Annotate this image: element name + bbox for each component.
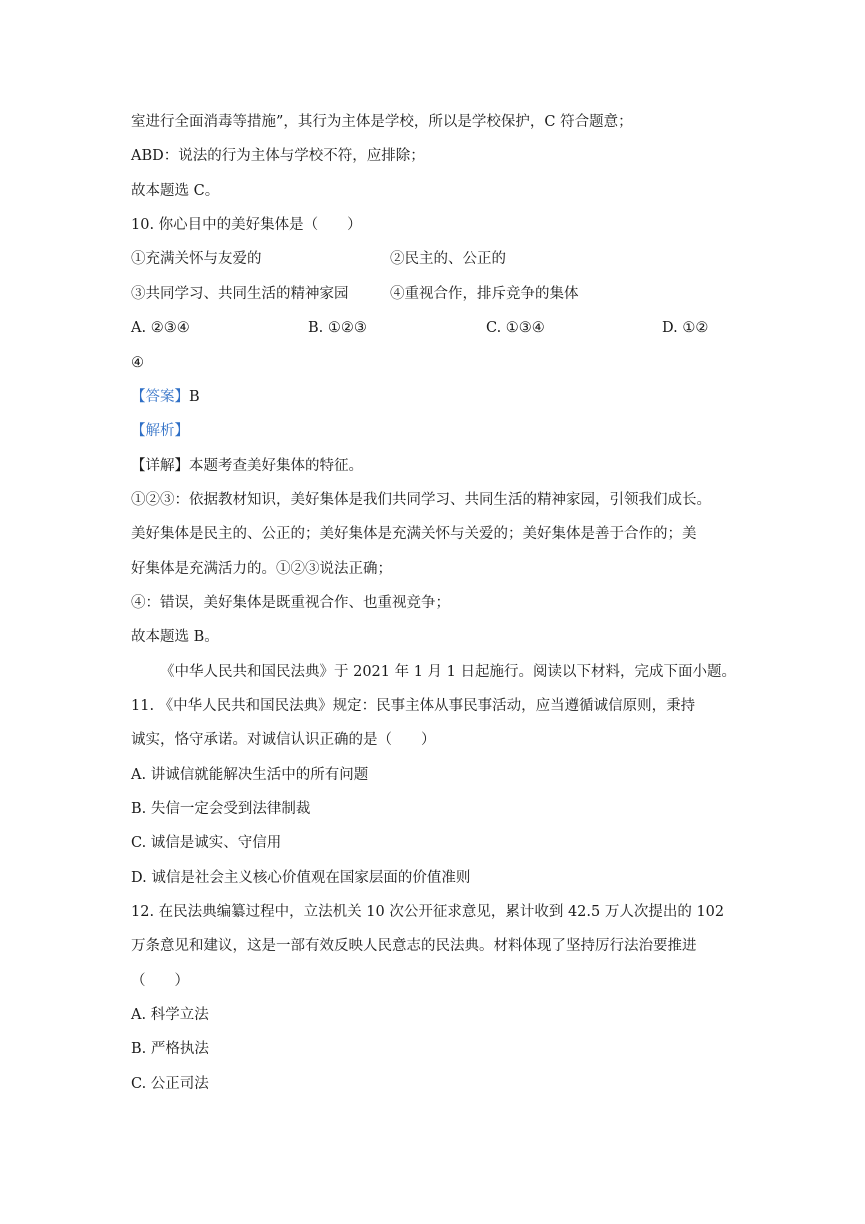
question-12-continued: 万条意见和建议，这是一部有效反映人民意志的民法典。材料体现了坚持厉行法治要推进 — [131, 938, 697, 954]
text-line: ABD：说法的行为主体与学校不符，应排除； — [131, 148, 425, 164]
explanation-line: 美好集体是民主的、公正的；美好集体是充满关怀与关爱的；美好集体是善于合作的；美 — [131, 526, 697, 542]
question-12-blank: （ ） — [131, 973, 189, 989]
explanation-line: 故本题选 B。 — [131, 629, 219, 645]
q10-choice-d-continued: ④ — [131, 355, 144, 371]
q10-choice-d: D. ①② — [662, 320, 709, 336]
detail-line: 【详解】本题考查美好集体的特征。 — [131, 458, 363, 474]
q11-choice-a: A. 讲诚信就能解决生活中的所有问题 — [131, 767, 369, 783]
question-11: 11. 《中华人民共和国民法典》规定：民事主体从事民事活动，应当遵循诚信原则，秉持 — [131, 698, 696, 714]
question-11-continued: 诚实，恪守承诺。对诚信认识正确的是（ ） — [131, 732, 436, 748]
explanation-line: ④：错误，美好集体是既重视合作、也重视竞争； — [131, 595, 450, 611]
q10-statement-3: ③共同学习、共同生活的精神家园 — [131, 286, 349, 302]
answer-line — [131, 386, 200, 408]
q10-choice-a: A. ②③④ — [131, 320, 190, 336]
question-12: 12. 在民法典编纂过程中，立法机关 10 次公开征求意见，累计收到 42.5 万人次提出的 102 — [131, 904, 725, 920]
question-10: 10. 你心目中的美好集体是（ ） — [131, 217, 362, 233]
q11-choice-d: D. 诚信是社会主义核心价值观在国家层面的价值准则 — [131, 870, 471, 886]
q10-choice-c: C. ①③④ — [486, 320, 545, 336]
explanation-line: 好集体是充满活力的。①②③说法正确； — [131, 561, 392, 577]
q10-statement-1: ①充满关怀与友爱的 — [131, 251, 262, 267]
answer-value: B — [189, 389, 200, 405]
material-intro: 《中华人民共和国民法典》于 2021 年 1 月 1 日起施行。阅读以下材料，完成下面小题。 — [160, 664, 737, 680]
answer-label: 【答案】 — [131, 389, 189, 405]
text-line: 室进行全面消毒等措施”，其行为主体是学校，所以是学校保护，C 符合题意； — [131, 114, 633, 130]
analysis-label: 【解析】 — [131, 423, 189, 439]
q11-choice-b: B. 失信一定会受到法律制裁 — [131, 801, 311, 817]
q12-choice-b: B. 严格执法 — [131, 1041, 209, 1057]
text-line: 故本题选 C。 — [131, 183, 220, 199]
q10-choice-b: B. ①②③ — [308, 320, 367, 336]
q11-choice-c: C. 诚信是诚实、守信用 — [131, 835, 282, 851]
q10-statement-4: ④重视合作，排斥竞争的集体 — [390, 286, 579, 302]
q10-statement-2: ②民主的、公正的 — [390, 251, 506, 267]
explanation-line: ①②③：依据教材知识，美好集体是我们共同学习、共同生活的精神家园，引领我们成长。 — [131, 492, 711, 508]
q12-choice-c: C. 公正司法 — [131, 1076, 209, 1092]
q12-choice-a: A. 科学立法 — [131, 1007, 209, 1023]
